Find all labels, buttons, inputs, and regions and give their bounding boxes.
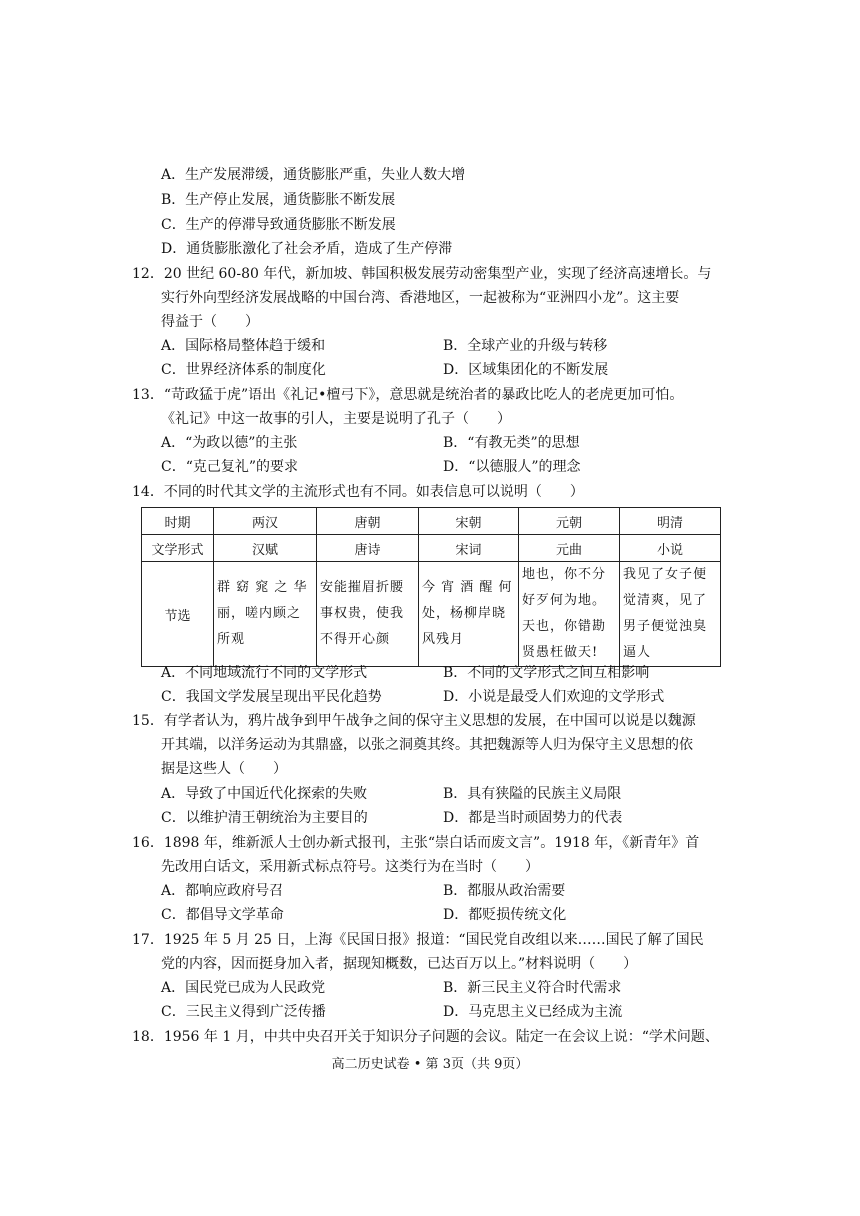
q13-option-c: C．“克己复礼”的要求 bbox=[161, 459, 299, 475]
table-header-cell: 宋朝 bbox=[419, 508, 519, 535]
q15-option-c: C．以维护清王朝统治为主要目的 bbox=[161, 810, 368, 826]
q17-stem-line-1: 17．1925 年 5 月 25 日，上海《民国日报》报道：“国民党自改组以来……国民了解了国民 bbox=[132, 932, 704, 948]
q16-option-d: D．都贬损传统文化 bbox=[443, 907, 567, 923]
q15-stem-line-2: 开其端，以洋务运动为其鼎盛，以张之洞奠其终。其把魏源等人归为保守主义思想的依 bbox=[161, 737, 693, 753]
q12-option-d: D．区域集团化的不断发展 bbox=[443, 362, 609, 378]
q13-option-b: B．“有教无类”的思想 bbox=[443, 435, 580, 451]
q11-option-a: A．生产发展滞缓，通货膨胀严重，失业人数大增 bbox=[161, 167, 466, 183]
table-cell: 唐诗 bbox=[317, 535, 419, 562]
table-cell: 元曲 bbox=[519, 535, 620, 562]
q14-stem-line-1: 14．不同的时代其文学的主流形式也有不同。如表信息可以说明（ ） bbox=[132, 484, 584, 500]
literature-table bbox=[141, 507, 721, 667]
q15-stem-line-1: 15．有学者认为，鸦片战争到甲午战争之间的保守主义思想的发展，在中国可以说是以魏源 bbox=[132, 713, 696, 729]
q15-stem-line-3: 据是这些人（ ） bbox=[161, 761, 287, 777]
q17-option-d: D．马克思主义已经成为主流 bbox=[443, 1004, 623, 1020]
q16-option-c: C．都倡导文学革命 bbox=[161, 907, 284, 923]
table-header-cell: 明清 bbox=[620, 508, 721, 535]
table-row-excerpt bbox=[142, 562, 721, 667]
q16-stem-line-1: 16．1898 年，维新派人士创办新式报刊，主张“崇白话而废文言”。1918 年，《新青年》首 bbox=[132, 835, 700, 851]
q15-option-a: A．导致了中国近代化探索的失败 bbox=[161, 786, 368, 802]
q14-option-a: A．不同地域流行不同的文学形式 bbox=[161, 665, 368, 681]
q16-option-a: A．都响应政府号召 bbox=[161, 883, 284, 899]
q13-option-a: A．“为政以德”的主张 bbox=[161, 435, 298, 451]
q12-option-a: A．国际格局整体趋于缓和 bbox=[161, 338, 326, 354]
q15-option-b: B．具有狭隘的民族主义局限 bbox=[443, 786, 622, 802]
table-cell: 节选 bbox=[142, 562, 214, 667]
q17-option-c: C．三民主义得到广泛传播 bbox=[161, 1004, 326, 1020]
table-cell: 汉赋 bbox=[214, 535, 317, 562]
q12-stem-line-2: 实行外向型经济发展战略的中国台湾、香港地区，一起被称为“亚洲四小龙”。这主要 bbox=[161, 290, 680, 306]
q12-option-b: B．全球产业的升级与转移 bbox=[443, 338, 608, 354]
q16-stem-line-2: 先改用白话文，采用新式标点符号。这类行为在当时（ ） bbox=[161, 859, 539, 875]
q13-option-d: D．“以德服人”的理念 bbox=[443, 459, 581, 475]
q13-stem-line-2: 《礼记》中这一故事的引人，主要是说明了孔子（ ） bbox=[161, 411, 511, 427]
q16-option-b: B．都服从政治需要 bbox=[443, 883, 566, 899]
table-row-form bbox=[142, 535, 721, 562]
table-row-period bbox=[142, 508, 721, 535]
excerpt-cell: 地也，你不分好歹何为地。天也，你错勘贤愚枉做天! bbox=[519, 562, 620, 667]
table-cell: 文学形式 bbox=[142, 535, 214, 562]
excerpt-cell: 今 宵 酒 醒 何处，杨柳岸晓风残月 bbox=[419, 562, 519, 667]
table-header-cell: 唐朝 bbox=[317, 508, 419, 535]
q15-option-d: D．都是当时顽固势力的代表 bbox=[443, 810, 623, 826]
excerpt-cell: 群 窈 窕 之 华丽，嗟内顾之所观 bbox=[214, 562, 317, 667]
excerpt-cell: 我见了女子便觉清爽，见了男子便觉浊臭逼人 bbox=[620, 562, 721, 667]
table-header-cell: 时期 bbox=[142, 508, 214, 535]
q12-option-c: C．世界经济体系的制度化 bbox=[161, 362, 326, 378]
q17-option-b: B．新三民主义符合时代需求 bbox=[443, 980, 622, 996]
q12-stem-line-1: 12．20 世纪 60-80 年代，新加坡、韩国积极发展劳动密集型产业，实现了经济高速增长。与 bbox=[132, 266, 712, 282]
q13-stem-line-1: 13．“苛政猛于虎”语出《礼记•檀弓下》，意思就是统治者的暴政比吃人的老虎更加可怕。 bbox=[132, 387, 684, 403]
q11-option-c: C．生产的停滞导致通货膨胀不断发展 bbox=[161, 217, 396, 233]
q17-stem-line-2: 党的内容，因而挺身加入者，据现知概数，已达百万以上。”材料说明（ ） bbox=[161, 956, 638, 972]
q14-option-b: B．不同的文学形式之间互相影响 bbox=[443, 665, 650, 681]
q11-option-d: D．通货膨胀激化了社会矛盾，造成了生产停滞 bbox=[161, 241, 453, 257]
excerpt-cell: 安能摧眉折腰事权贵，使我不得开心颜 bbox=[317, 562, 419, 667]
table-cell: 宋词 bbox=[419, 535, 519, 562]
table-header-cell: 两汉 bbox=[214, 508, 317, 535]
q12-stem-line-3: 得益于（ ） bbox=[161, 314, 259, 330]
q14-option-d: D．小说是最受人们欢迎的文学形式 bbox=[443, 689, 665, 705]
q14-option-c: C．我国文学发展呈现出平民化趋势 bbox=[161, 689, 382, 705]
table-cell: 小说 bbox=[620, 535, 721, 562]
page-footer: 高二历史试卷 • 第 3页（共 9页） bbox=[331, 1057, 529, 1072]
q18-stem-line-1: 18．1956 年 1 月，中共中央召开关于知识分子问题的会议。陆定一在会议上说：“学术问题、 bbox=[132, 1029, 719, 1045]
q11-option-b: B．生产停止发展，通货膨胀不断发展 bbox=[161, 192, 396, 208]
table-header-cell: 元朝 bbox=[519, 508, 620, 535]
q17-option-a: A．国民党已成为人民政党 bbox=[161, 980, 326, 996]
